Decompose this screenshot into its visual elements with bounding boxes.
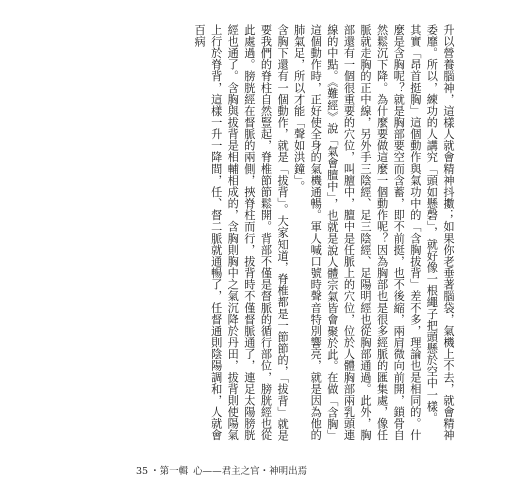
paragraph-3: 含胸下還有一個動作，就是「拔背」。大家知道，脊椎都是一節節的，「拔背」就是要我們的脊柱自然豎起，脊椎節節鬆開。背部不僅是督脈的循行部位，膀胱經也從此處過。膀胱經在督脈的兩側，挾脊柱而行，拔背時不僅督脈通了，連足太陽膀胱經也通了。含胸與拔背是相輔相成的，含胸則胸中之氣沉降於丹田，拔背則使陽氣上行於脊背，這樣一升一降間，任、督二脈就通暢了，任督通則陰陽調和，人就會百病	[193, 24, 290, 442]
body-text	[66, 24, 456, 446]
paragraph-2: 其實「昂首挺胸」這個動作與氣功中的「含胸拔背」差不多，理論也是相同的。什麼是含胸呢？就是胸部要空而含蓄，即不前挺，也不後縮，兩肩微向前開，鎖骨自然鬆沉下降。為什麼要做這麼一個動作呢？因為胸部也是很多經脈的匯集處，像任脈就走胸的正中線，另外手三陰經、足三陰經、足陽明經也從胸部通過。此外，胸部還有一個很重要的穴位，叫膻中，膻中是任脈上的穴位，位於人體胸部兩乳頭連線的中點。《難經》說「氣會膻中」，也就是說人體宗氣皆會聚於此。在做「含胸」這個動作時，正好使全身的氣機通暢。軍人喊口號時聲音特別響亮，就是因為他的肺氣足，所以才能「聲如洪鐘」。	[292, 24, 422, 442]
page-number: 35	[136, 466, 149, 477]
page-footer	[136, 463, 309, 477]
paragraph-1: 升以營養腦神，這樣人就會精神抖擻；如果你老垂著腦袋，氣機上不去，就會精神委靡。所以，練功的人講究「頭如懸磬」，就好像一根繩子把頭懸於空中一樣。	[425, 24, 455, 441]
chapter-title: 心——君主之官・神明出焉	[193, 466, 308, 477]
part-label: ・第一輯	[150, 466, 189, 477]
